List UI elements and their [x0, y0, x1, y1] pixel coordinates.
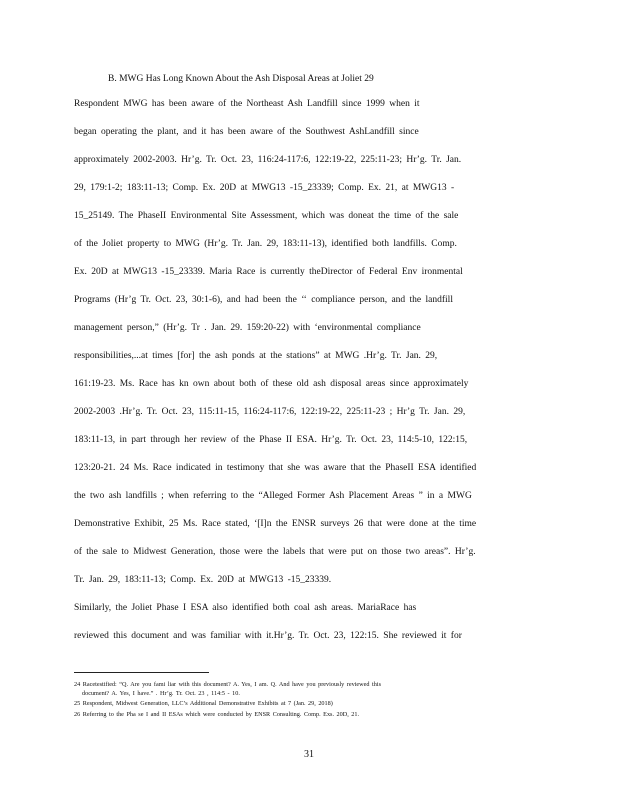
- body-line: 15_25149. The PhaseII Environmental Site Assessment, which was doneat the time of the sale: [74, 211, 459, 221]
- page-number: 31: [304, 749, 314, 760]
- body-line: approximately 2002-2003. Hr’g. Tr. Oct. 23, 116:24-117:6, 122:19-22, 225:11-23; Hr’g. Tr. Jan.: [74, 155, 462, 165]
- footnote-25: 25 Respondent, Midwest Generation, LLC’s Additional Demonstrative Exhibits at 7 (Jan. 29, 2018): [74, 700, 333, 707]
- body-line: the two ash landfills ; when referring to the “Alleged Former Ash Placement Areas ” in a MWG: [74, 491, 472, 501]
- body-line: Ex. 20D at MWG13 -15_23339. Maria Race is currently theDirector of Federal Env ironmental: [74, 267, 463, 277]
- body-line: 161:19-23. Ms. Race has kn own about both of these old ash disposal areas since approximately: [74, 379, 469, 389]
- body-line: management person,” (Hr’g. Tr . Jan. 29. 159:20-22) with ‘environmental compliance: [74, 323, 421, 333]
- footnote-divider: [74, 672, 209, 673]
- body-line: 123:20-21. 24 Ms. Race indicated in testimony that she was aware that the PhaseII ESA identified: [74, 463, 477, 473]
- body-line: Programs (Hr’g Tr. Oct. 23, 30:1-6), and had been the ‘‘ compliance person, and the landfill: [74, 295, 453, 305]
- body-line: 2002-2003 .Hr’g. Tr. Oct. 23, 115:11-15, 116:24-117:6, 122:19-22, 225:11-23 ; Hr’g Tr. Jan. 29,: [74, 407, 466, 417]
- body-line: Similarly, the Joliet Phase I ESA also identified both coal ash areas. MariaRace has: [74, 603, 417, 613]
- body-line: began operating the plant, and it has been aware of the Southwest AshLandfill since: [74, 127, 419, 137]
- body-line: responsibilities,...at times [for] the ash ponds at the stations” at MWG .Hr’g. Tr. Jan. 29,: [74, 351, 438, 361]
- section-heading: B. MWG Has Long Known About the Ash Disposal Areas at Joliet 29: [108, 74, 374, 84]
- body-line: 29, 179:1-2; 183:11-13; Comp. Ex. 20D at MWG13 -15_23339; Comp. Ex. 21, at MWG13 -: [74, 183, 455, 193]
- body-line: of the Joliet property to MWG (Hr’g. Tr. Jan. 29, 183:11-13), identified both landfills. Comp.: [74, 239, 457, 249]
- footnote-24-continued: document? A. Yes, I have.” . Hr’g. Tr. Oct. 23 , 114:5 - 10.: [82, 690, 240, 697]
- body-line: 183:11-13, in part through her review of the Phase II ESA. Hr’g. Tr. Oct. 23, 114:5-10, 122:15,: [74, 435, 468, 445]
- body-line: reviewed this document and was familiar with it.Hr’g. Tr. Oct. 23, 122:15. She reviewed it for: [74, 631, 462, 641]
- body-line: Respondent MWG has been aware of the Northeast Ash Landfill since 1999 when it: [74, 99, 420, 109]
- footnote-26: 26 Referring to the Pha se I and II ESAs which were conducted by ENSR Consulting. Comp. Exs. 20D, 21.: [74, 711, 360, 718]
- footnote-24: 24 Racetestified: “Q. Are you fami liar with this document? A. Yes, I am. Q. And have you previously reviewed this: [74, 681, 381, 688]
- body-line: of the sale to Midwest Generation, those were the labels that were put on those two areas”. Hr’g.: [74, 547, 476, 557]
- body-line: Demonstrative Exhibit, 25 Ms. Race stated, ‘[I]n the ENSR surveys 26 that were done at the time: [74, 519, 477, 529]
- body-line: Tr. Jan. 29, 183:11-13; Comp. Ex. 20D at MWG13 -15_23339.: [74, 575, 332, 585]
